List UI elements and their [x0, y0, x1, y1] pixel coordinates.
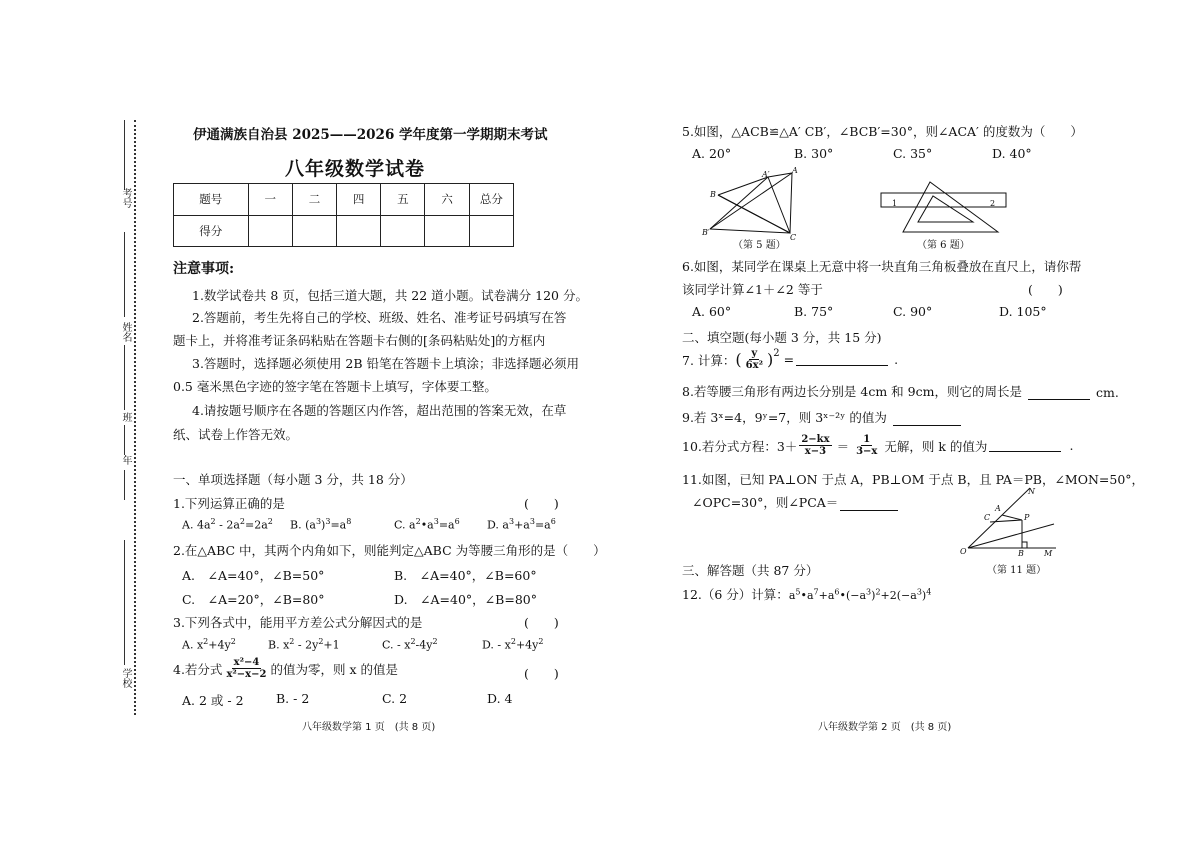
section-1-heading: 一、单项选择题（每小题 3 分，共 18 分）: [173, 472, 413, 487]
q7-fraction-denominator: 6x²: [745, 360, 763, 371]
q7-label: 7. 计算：: [682, 352, 736, 368]
q4-fraction-numerator: x²−4: [233, 657, 260, 668]
q6-answer-paren: ( ): [1028, 282, 1063, 297]
q10-end: .: [1069, 438, 1074, 453]
svg-text:N: N: [1028, 487, 1035, 496]
q1-option-c: C. $a^2•a^3=a^6$: [394, 517, 460, 532]
q5-option-c: C. 35°: [893, 146, 933, 161]
school-label: 学校: [120, 668, 131, 688]
q3-option-b: B. $x^2 - 2y^2+1$: [268, 637, 340, 652]
score-header-row: [174, 184, 514, 216]
q2-option-a: A. ∠A=40°，∠B=50°: [182, 568, 325, 583]
page-1-footer: 八年级数学第 1 页 (共 8 页): [302, 722, 436, 733]
q4-stem: [173, 657, 398, 680]
q2-stem: 2.在△ABC 中，其两个内角如下，则能判定△ABC 为等腰三角形的是（ ）: [173, 543, 606, 558]
q8: [682, 382, 1119, 400]
q6-stem-line1: 6.如图，某同学在课桌上无意中将一块直角三角板叠放在直尺上，请你帮: [682, 259, 1082, 274]
q11-answer-blank[interactable]: [840, 498, 898, 511]
figure-11-angle: [958, 484, 1066, 556]
q11-stem-line1: 11.如图，已知 PA⊥ON 于点 A，PB⊥OM 于点 B，且 PA＝PB，∠MON=50°，: [682, 472, 1145, 487]
score-cell: [381, 215, 425, 247]
figure-5-triangles: [700, 165, 810, 245]
q4-fraction: [224, 657, 268, 680]
q12: 12.（6 分）计算：$a^5•a^7+a^6•(-a^3)^2+2(-a^3)^4$: [682, 587, 932, 602]
notes-heading: 注意事项:: [173, 261, 235, 277]
q10-fraction-1-numerator: 2−kx: [801, 434, 830, 445]
score-cell: 总分: [469, 184, 513, 216]
q3-option-d: D. - $x^2+4y^2$: [482, 637, 544, 652]
q10-fraction-2-denominator: 3−x: [856, 446, 878, 457]
score-cell: [469, 215, 513, 247]
score-cell: [337, 215, 381, 247]
figure-6-caption: （第 6 题）: [917, 240, 970, 251]
binding-dotted-line: [134, 120, 136, 715]
svg-text:B′: B′: [702, 228, 710, 237]
score-cell: 题号: [174, 184, 249, 216]
q4-option-b: B. - 2: [276, 691, 310, 706]
q4-fraction-denominator: x²−x−2: [226, 669, 267, 680]
q9-stem: 9.若 3ˣ=4，9ʸ=7，则 3ˣ⁻²ʸ 的值为: [682, 410, 887, 425]
q12-label: 12.（6 分）计算：: [682, 587, 789, 602]
q1-option-d: D. $a^3+a^3=a^6$: [487, 517, 556, 532]
q4-answer-paren: ( ): [524, 666, 559, 681]
q10-fraction-1-denominator: x−3: [804, 446, 827, 457]
score-cell: 六: [425, 184, 469, 216]
q2-option-c: C. ∠A=20°，∠B=80°: [182, 592, 325, 607]
svg-text:M: M: [1044, 549, 1053, 556]
svg-text:P: P: [1024, 513, 1030, 522]
q6-option-b: B. 75°: [794, 304, 834, 319]
q5-option-b: B. 30°: [794, 146, 834, 161]
note-line: 2.答题前，考生先将自己的学校、班级、姓名、准考证号码填写在答: [192, 310, 567, 325]
page-2-footer: 八年级数学第 2 页 (共 8 页): [818, 722, 952, 733]
q7: 7. 计算： ( $\frac{y}{\text{6x²}}$ ) $^2$ = .: [682, 348, 899, 371]
q1-stem: 1.下列运算正确的是: [173, 496, 285, 511]
score-cell: [248, 215, 292, 247]
score-cell: 五: [381, 184, 425, 216]
q10-answer-blank[interactable]: [989, 439, 1061, 452]
q10-fraction-2: [854, 434, 879, 457]
figure-11-caption: （第 11 题）: [987, 565, 1047, 576]
svg-text:C: C: [984, 513, 991, 522]
q10-fraction-2-numerator: 1: [863, 434, 871, 445]
q7-end: .: [894, 352, 899, 367]
section-3-heading: 三、解答题（共 87 分）: [682, 563, 819, 578]
q1-option-a: A. $4a^2 - 2a^2=2a^2$: [182, 517, 273, 532]
name-line: [124, 232, 125, 317]
q1-answer-paren: ( ): [524, 496, 559, 511]
q4-option-a: A. 2 或 - 2: [182, 693, 244, 708]
q9: [682, 408, 961, 426]
score-cell: 得分: [174, 215, 249, 247]
note-line: 0.5 毫米黑色字迹的签字笔在答题卡上填写，字体要工整。: [173, 379, 497, 394]
figure-5-caption: （第 5 题）: [733, 240, 786, 251]
q3-option-a: A. $x^2+4y^2$: [182, 637, 236, 652]
q2-option-b: B. ∠A=40°，∠B=60°: [394, 568, 537, 583]
q8-answer-blank[interactable]: [1028, 387, 1090, 400]
q3-answer-paren: ( ): [524, 615, 559, 630]
q5-option-d: D. 40°: [992, 146, 1032, 161]
q6-stem-line2: 该同学计算∠1＋∠2 等于: [682, 282, 823, 297]
q11-stem-line2: ∠OPC=30°，则∠PCA＝: [692, 495, 839, 510]
q5-option-a: A. 20°: [692, 146, 732, 161]
svg-text:O: O: [960, 547, 967, 556]
q3-option-c: C. - $x^2-4y^2$: [382, 637, 438, 652]
score-cell: [292, 215, 336, 247]
exam-title: 伊通满族自治县 2025——2026 学年度第一学期期末考试: [193, 127, 548, 143]
score-cell: 一: [248, 184, 292, 216]
q9-answer-blank[interactable]: [893, 413, 961, 426]
q6-option-c: C. 90°: [893, 304, 933, 319]
note-line: 3.答题时，选择题必须使用 2B 铅笔在答题卡上填涂；非选择题必须用: [192, 356, 580, 371]
grade-line: [124, 425, 125, 455]
score-table: [173, 183, 514, 247]
exam-no-label: 考号: [120, 188, 131, 208]
svg-text:B: B: [710, 190, 716, 199]
svg-text:B: B: [1018, 549, 1024, 556]
score-cell: 四: [337, 184, 381, 216]
figure-6-ruler-triangle: [878, 178, 1013, 238]
q4-option-d: D. 4: [487, 691, 513, 706]
q4-option-c: C. 2: [382, 691, 408, 706]
q10-fraction-1: [799, 434, 831, 457]
score-cell: [425, 215, 469, 247]
svg-text:A: A: [792, 166, 798, 175]
q7-answer-blank[interactable]: [796, 353, 888, 366]
q4-stem-end: 的值为零，则 x 的值是: [270, 661, 398, 677]
q7-fraction: [744, 348, 765, 371]
q2-option-d: D. ∠A=40°，∠B=80°: [394, 592, 537, 607]
score-cell: 二: [292, 184, 336, 216]
q8-stem: 8.若等腰三角形有两边长分别是 4cm 和 9cm，则它的周长是: [682, 384, 1022, 399]
score-value-row: [174, 215, 514, 247]
q4-stem-start: 4.若分式: [173, 661, 223, 677]
section-2-heading: 二、填空题(每小题 3 分，共 15 分): [682, 330, 882, 345]
grade-line-2: [124, 470, 125, 500]
q6-option-a: A. 60°: [692, 304, 732, 319]
q10-label: 10.若分式方程：3＋: [682, 438, 798, 454]
note-line: 1.数学试卷共 8 页，包括三道大题，共 22 道小题。试卷满分 120 分。: [192, 288, 588, 303]
note-line: 纸、试卷上作答无效。: [173, 427, 299, 442]
name-label: 姓名: [120, 322, 131, 342]
exam-no-line: [124, 120, 125, 190]
svg-text:A: A: [995, 504, 1001, 513]
grade-label: 年: [120, 455, 131, 465]
svg-text:2: 2: [990, 199, 996, 208]
class-line: [124, 345, 125, 410]
svg-text:C: C: [790, 233, 797, 242]
q6-option-d: D. 105°: [999, 304, 1047, 319]
note-line: 题卡上，并将准考证条码粘贴在答题卡右侧的[条码粘贴处]的方框内: [173, 333, 546, 348]
class-label: 班: [120, 412, 131, 422]
q7-fraction-numerator: y: [751, 348, 758, 359]
q11-stem-line2-wrap: [692, 493, 898, 511]
svg-text:1: 1: [892, 199, 898, 208]
paper-title: 八年级数学试卷: [285, 158, 426, 180]
q10: 10.若分式方程：3＋ $\frac{2-kx}{x-3}$ ＝ $\frac{1}{3-x}$ 无解，则 k 的值为 .: [682, 434, 1074, 457]
q5-stem: 5.如图，△ACB≌△A′ CB′，∠BCB′=30°，则∠ACA′ 的度数为（ ）: [682, 124, 1083, 139]
school-line: [124, 540, 125, 665]
q8-unit: cm.: [1095, 385, 1119, 400]
q3-stem: 3.下列各式中，能用平方差公式分解因式的是: [173, 615, 423, 630]
svg-text:A′: A′: [762, 170, 770, 179]
note-line: 4.请按题号顺序在各题的答题区内作答，超出范围的答案无效，在草: [192, 403, 567, 418]
q10-stem: 无解，则 k 的值为: [884, 438, 988, 454]
q1-option-b: B. $(a^3)^3=a^8$: [290, 517, 352, 532]
